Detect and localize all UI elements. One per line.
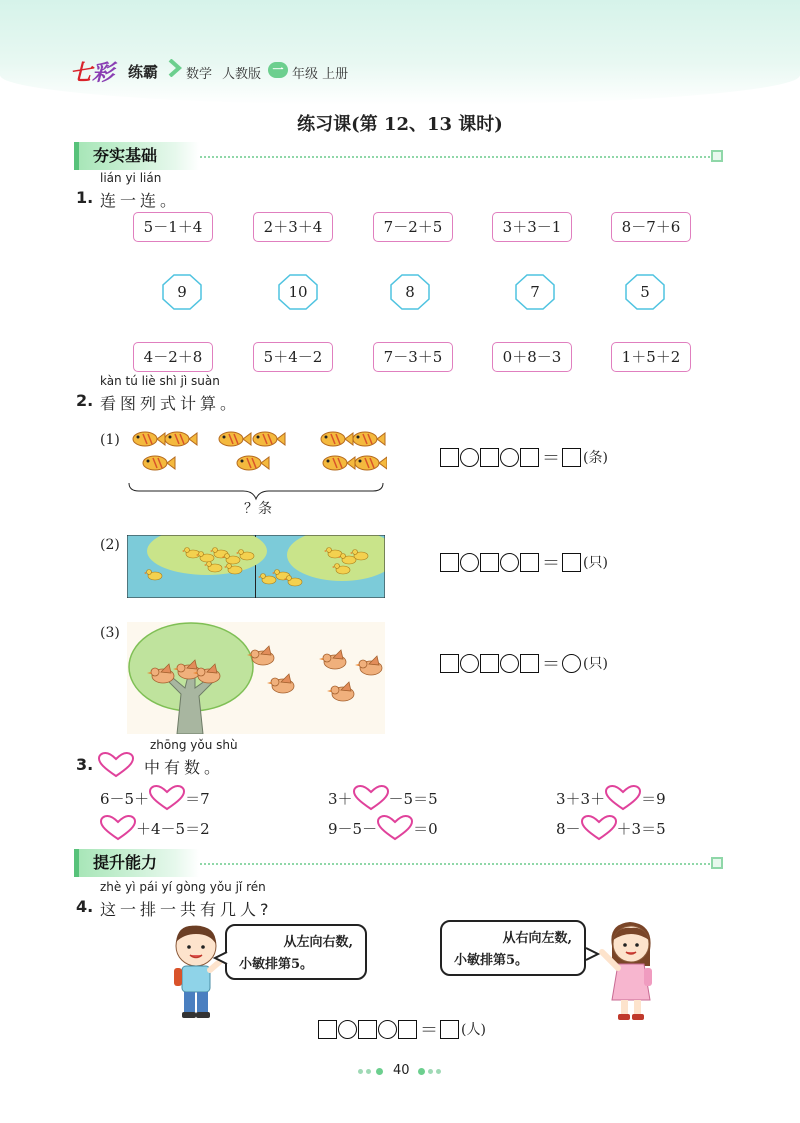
brand-name: 练霸 [128, 63, 159, 81]
eq-before: 3＋3＋ [556, 789, 606, 808]
bubble-line: 小敏排第5。 [454, 953, 529, 968]
octagon-value: 10 [288, 283, 308, 301]
equals-sign: ＝ [542, 654, 560, 675]
q2-pinyin: kàn tú liè shì jì suàn [100, 374, 220, 388]
logo-char-2: 彩 [92, 61, 115, 86]
q2-part2-answer [440, 549, 608, 575]
eq-before: 6－5＋ [100, 789, 150, 808]
unit-label: (人) [461, 1022, 486, 1038]
q1-text: 连一连。 [100, 191, 181, 210]
q4-text: 这一排一共有几人? [100, 900, 273, 919]
footer-dot [376, 1068, 383, 1075]
unit-label: (条) [583, 450, 608, 466]
answer-octagon-3[interactable] [390, 274, 430, 310]
q4-pinyin: zhè yì pái yí gòng yǒu jǐ rén [100, 880, 266, 894]
eq-after: －5＝5 [388, 789, 438, 808]
answer-circle[interactable] [338, 1020, 357, 1039]
q2-part3-answer [440, 650, 608, 676]
header-band [0, 0, 800, 105]
expr-top-1[interactable]: 5－1＋4 [133, 212, 213, 242]
chevron-right-icon [168, 59, 182, 77]
octagon-value: 8 [405, 283, 415, 301]
equals-sign: ＝ [542, 448, 560, 469]
answer-square[interactable] [358, 1020, 377, 1039]
unit-label: (只) [583, 555, 608, 571]
heart-blank[interactable] [353, 785, 389, 811]
q2-part1-label: (1) [100, 432, 120, 448]
eq-before: 8－ [556, 819, 581, 838]
header-grade: 年级 上册 [292, 67, 349, 82]
grade-badge: 一 [268, 62, 288, 78]
answer-circle[interactable] [460, 654, 479, 673]
boy-illustration [162, 920, 232, 1022]
speech-bubble-left [225, 924, 367, 980]
footer-dot [358, 1069, 363, 1074]
q2-part3-label: (3) [100, 625, 120, 641]
heart-equation-6 [556, 815, 666, 841]
expr-bottom-2[interactable]: 5＋4－2 [253, 342, 333, 372]
answer-square[interactable] [520, 448, 539, 467]
footer-dot [436, 1069, 441, 1074]
footer-dot [366, 1069, 371, 1074]
equals-sign: ＝ [420, 1020, 438, 1041]
section-divider-end [711, 857, 723, 869]
section-divider [200, 156, 710, 158]
eq-before: 9－5－ [328, 819, 378, 838]
eq-after: ＝7 [185, 789, 210, 808]
eq-after: ＋4－5＝2 [136, 819, 210, 838]
answer-square[interactable] [440, 1020, 459, 1039]
q4-answer [318, 1016, 486, 1042]
eq-before: 3＋ [328, 789, 353, 808]
expr-top-4[interactable]: 3＋3－1 [492, 212, 572, 242]
eq-after: ＋3＝5 [616, 819, 666, 838]
footer-dot [428, 1069, 433, 1074]
answer-octagon-2[interactable] [278, 274, 318, 310]
bubble-tail [213, 950, 229, 966]
footer-dot [418, 1068, 425, 1075]
answer-circle[interactable] [500, 553, 519, 572]
expr-bottom-1[interactable]: 4－2＋8 [133, 342, 213, 372]
expr-bottom-3[interactable]: 7－3＋5 [373, 342, 453, 372]
bubble-line: 从左向右数, [283, 935, 353, 950]
answer-square[interactable] [520, 553, 539, 572]
heart-blank[interactable] [605, 785, 641, 811]
expr-bottom-5[interactable]: 1＋5＋2 [611, 342, 691, 372]
eq-after: ＝9 [641, 789, 666, 808]
girl-illustration [596, 916, 666, 1022]
speech-bubble-right [440, 920, 586, 976]
heart-equation-1 [100, 785, 210, 811]
heart-blank[interactable] [377, 815, 413, 841]
answer-octagon-5[interactable] [625, 274, 665, 310]
bubble-line: 小敏排第5。 [239, 957, 314, 972]
header-edition: 人教版 [222, 67, 262, 82]
q3-text: 中有数。 [144, 758, 225, 777]
fish-total-label: ？条 [244, 501, 272, 517]
eq-after: ＝0 [413, 819, 438, 838]
answer-square[interactable] [520, 654, 539, 673]
octagon-value: 7 [530, 283, 540, 301]
heart-blank[interactable] [149, 785, 185, 811]
brand-logo [70, 56, 114, 87]
page-number: 40 [393, 1063, 410, 1078]
equals-sign: ＝ [542, 553, 560, 574]
answer-square[interactable] [480, 448, 499, 467]
q2-part2-label: (2) [100, 537, 120, 553]
q1-pinyin: lián yi lián [100, 171, 162, 185]
answer-square[interactable] [480, 553, 499, 572]
answer-circle[interactable] [562, 654, 581, 673]
expr-bottom-4[interactable]: 0＋8－3 [492, 342, 572, 372]
heart-blank[interactable] [581, 815, 617, 841]
duck-pond-illustration [127, 535, 385, 598]
answer-circle[interactable] [460, 553, 479, 572]
octagon-value: 5 [640, 283, 650, 301]
expr-top-5[interactable]: 8－7＋6 [611, 212, 691, 242]
answer-square[interactable] [440, 448, 459, 467]
octagon-value: 9 [177, 283, 187, 301]
heart-equation-4 [100, 815, 210, 841]
heart-icon [98, 752, 134, 778]
q4-number: 4. [76, 897, 94, 916]
expr-top-2[interactable]: 2＋3＋4 [253, 212, 333, 242]
section-divider [200, 863, 710, 865]
q2-number: 2. [76, 391, 94, 410]
unit-label: (只) [583, 656, 608, 672]
answer-circle[interactable] [460, 448, 479, 467]
answer-square[interactable] [440, 654, 459, 673]
q3-pinyin: zhōng yǒu shù [150, 738, 238, 752]
answer-square[interactable] [562, 448, 581, 467]
q2-text: 看图列式计算。 [100, 394, 241, 413]
section-header-advance: 提升能力 [74, 849, 199, 877]
heart-equation-5 [328, 815, 438, 841]
heart-equation-3 [556, 785, 666, 811]
answer-square[interactable] [480, 654, 499, 673]
answer-circle[interactable] [500, 654, 519, 673]
answer-square[interactable] [398, 1020, 417, 1039]
q1-number: 1. [76, 188, 94, 207]
section-header-basics: 夯实基础 [74, 142, 199, 170]
page-title: 练习课(第 12、13 课时) [297, 114, 503, 135]
q2-part1-answer [440, 444, 608, 470]
answer-square[interactable] [318, 1020, 337, 1039]
answer-octagon-1[interactable] [162, 274, 202, 310]
answer-octagon-4[interactable] [515, 274, 555, 310]
tree-birds-illustration [127, 622, 385, 734]
answer-square[interactable] [440, 553, 459, 572]
heart-blank[interactable] [100, 815, 136, 841]
answer-circle[interactable] [500, 448, 519, 467]
header-subject: 数学 [186, 67, 213, 82]
answer-circle[interactable] [378, 1020, 397, 1039]
answer-square[interactable] [562, 553, 581, 572]
bubble-line: 从右向左数, [502, 931, 572, 946]
section-divider-end [711, 150, 723, 162]
heart-equation-2 [328, 785, 438, 811]
q3-number: 3. [76, 755, 94, 774]
expr-top-3[interactable]: 7－2＋5 [373, 212, 453, 242]
logo-char-1: 七 [70, 61, 93, 86]
